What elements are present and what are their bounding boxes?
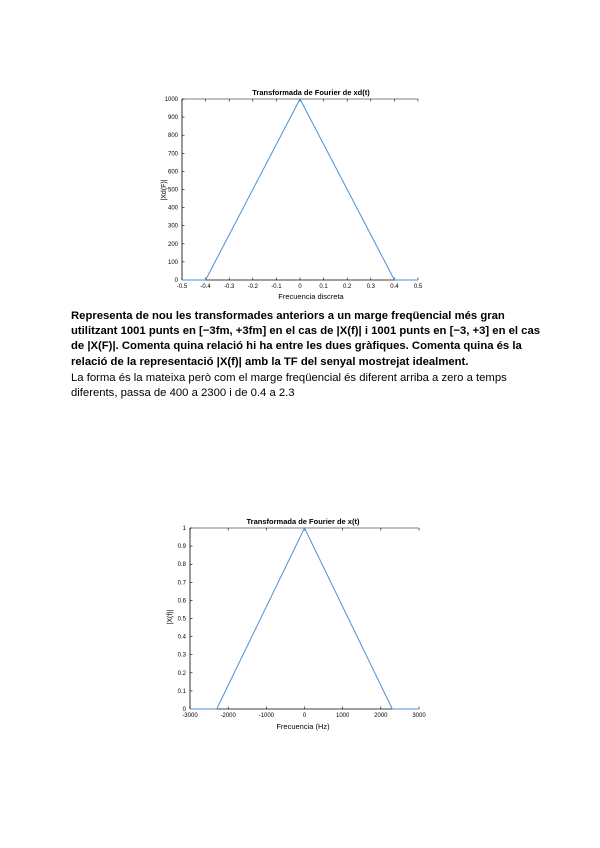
x-tick-label: 0.5 [413, 284, 423, 290]
y-tick-label: 300 [167, 223, 178, 230]
series-line [190, 528, 419, 709]
y-tick-label: 0.8 [177, 562, 186, 569]
y-tick-label: 100 [167, 259, 178, 266]
x-tick-label: 1000 [335, 713, 350, 719]
y-tick-label: 0.4 [177, 634, 186, 641]
x-tick-label: 0.1 [319, 284, 328, 290]
y-tick-label: 500 [167, 187, 178, 194]
fourier-x-chart [167, 517, 426, 731]
x-axis-label: Frecuencia discreta [278, 292, 344, 301]
x-tick-label: -0.2 [247, 284, 258, 290]
x-tick-label: -1000 [258, 713, 275, 719]
x-tick-label: -0.3 [224, 284, 235, 290]
y-tick-label: 0.2 [177, 670, 186, 677]
y-tick-label: 0.6 [177, 598, 186, 605]
x-tick-label: -0.1 [271, 284, 282, 290]
chart-title: Transformada de Fourier de xd(t) [252, 88, 370, 97]
x-tick-label: 2000 [374, 713, 388, 719]
series-line [182, 99, 418, 280]
y-tick-label: 0.3 [177, 652, 186, 659]
y-tick-label: 1000 [164, 97, 178, 103]
y-tick-label: 800 [167, 133, 178, 140]
x-tick-label: -0.5 [176, 284, 188, 290]
y-tick-label: 0.7 [177, 580, 186, 587]
x-tick-label: -0.4 [200, 284, 211, 290]
y-tick-label: 600 [167, 169, 178, 176]
x-axis-label: Frecuencia (Hz) [276, 722, 330, 731]
y-tick-label: 200 [167, 241, 178, 248]
y-tick-label: 700 [167, 151, 178, 158]
y-tick-label: 1 [182, 526, 186, 532]
x-tick-label: 0.2 [343, 284, 352, 290]
x-tick-label: -2000 [220, 713, 236, 719]
y-axis-label: |X(f)| [167, 609, 174, 625]
y-tick-label: 0.5 [177, 616, 186, 623]
x-tick-label: 0 [302, 713, 307, 719]
y-tick-label: 900 [167, 115, 178, 122]
exercise-question: Representa de nou les transformades anteriors a un marge freqüencial més gran utilitzant 1001 punts en [−3fm, +3fm] en el cas de |X(f)| i 1001 punts en [−3, +3] en el cas de |X(F)|. Comenta quina relació hi ha entre les dues gràfiques. Comenta quina és la relació de la representació |X(f)| amb la TF del senyal mostrejat idealment. [71, 310, 541, 368]
chart-title: Transformada de Fourier de x(t) [246, 517, 360, 526]
y-axis-label: |Xd(F)| [161, 179, 168, 201]
y-tick-label: 400 [167, 205, 178, 212]
x-tick-label: 0.4 [390, 284, 399, 290]
y-tick-label: 0.9 [177, 544, 186, 551]
x-tick-label: -3000 [182, 713, 198, 719]
y-tick-label: 0 [174, 278, 178, 284]
exercise-answer: La forma és la mateixa però com el marge freqüencial és diferent arriba a zero a temps diferents, passa de 400 a 2300 i de 0.4 a 2.3 [71, 372, 507, 400]
x-tick-label: 0.3 [366, 284, 375, 290]
x-tick-label: 0 [298, 284, 302, 290]
x-tick-label: 3000 [412, 713, 426, 719]
y-tick-label: 0.1 [177, 688, 186, 695]
fourier-xd-chart [161, 88, 423, 301]
y-tick-label: 0 [182, 707, 186, 713]
